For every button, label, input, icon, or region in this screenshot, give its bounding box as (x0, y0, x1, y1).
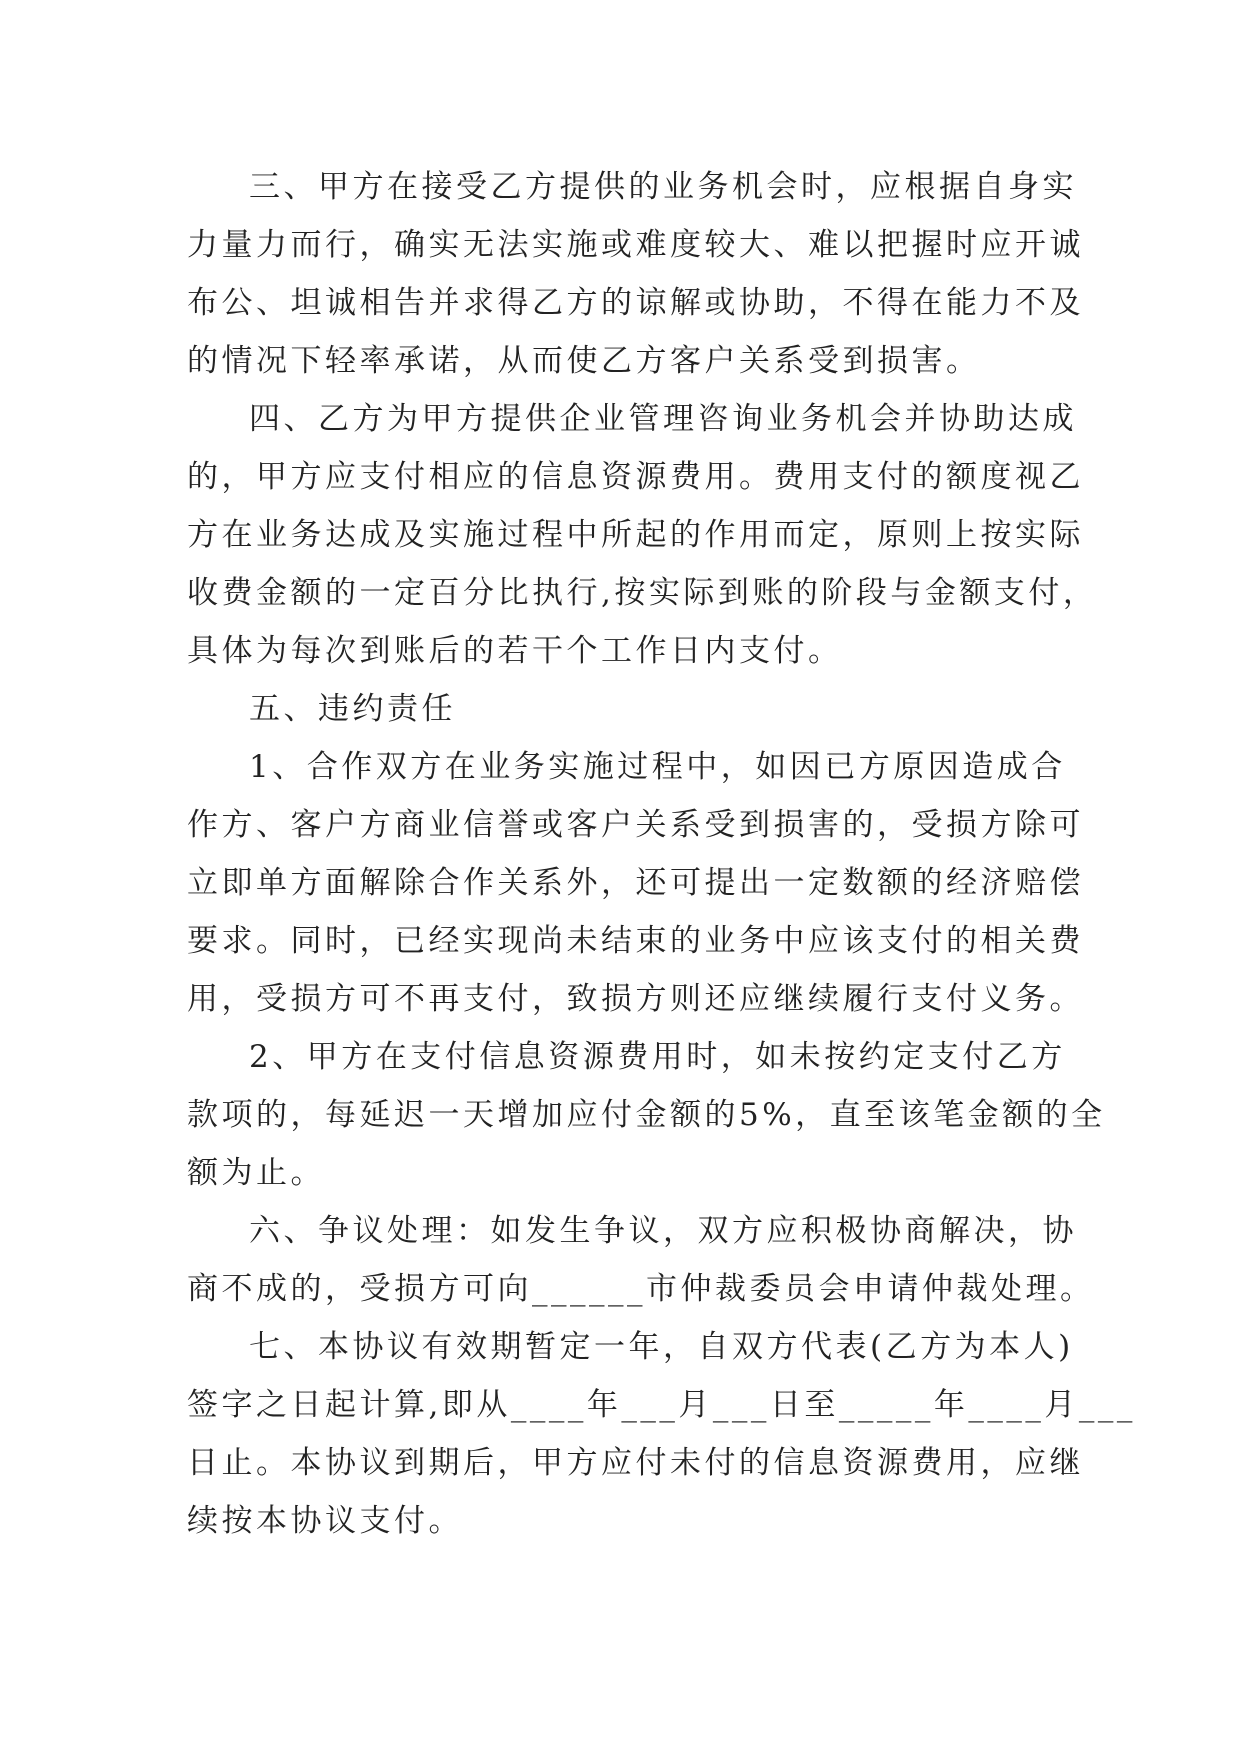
section-heading: 五、违约责任 (249, 691, 456, 727)
paragraph-line: 力量力而行，确实无法实施或难度较大、难以把握时应开诚 (187, 227, 1084, 263)
paragraph-line: 三、甲方在接受乙方提供的业务机会时，应根据自身实 (249, 169, 1077, 205)
paragraph-line: 用，受损方可不再支付，致损方则还应继续履行支付义务。 (187, 981, 1084, 1017)
paragraph-line: 作方、客户方商业信誉或客户关系受到损害的，受损方除可 (187, 807, 1084, 843)
paragraph-line: 四、乙方为甲方提供企业管理咨询业务机会并协助达成 (249, 401, 1077, 437)
paragraph-line: 布公、坦诚相告并求得乙方的谅解或协助，不得在能力不及 (187, 285, 1084, 321)
paragraph-line: 立即单方面解除合作关系外，还可提出一定数额的经济赔偿 (187, 865, 1084, 901)
paragraph-line: 款项的，每延迟一天增加应付金额的5%，直至该笔金额的全 (187, 1097, 1106, 1133)
document-body (187, 158, 1136, 1550)
paragraph-line: 日止。本协议到期后，甲方应付未付的信息资源费用，应继 (187, 1445, 1084, 1481)
paragraph-line: 六、争议处理：如发生争议，双方应积极协商解决，协 (249, 1213, 1077, 1249)
paragraph-line: 额为止。 (187, 1155, 325, 1191)
paragraph-line: 1、合作双方在业务实施过程中，如因已方原因造成合 (249, 749, 1066, 785)
paragraph-line: 的，甲方应支付相应的信息资源费用。费用支付的额度视乙 (187, 459, 1084, 495)
paragraph-line: 方在业务达成及实施过程中所起的作用而定，原则上按实际 (187, 517, 1084, 553)
paragraph-line: 2、甲方在支付信息资源费用时，如未按约定支付乙方 (249, 1039, 1066, 1075)
paragraph-line: 具体为每次到账后的若干个工作日内支付。 (187, 633, 843, 669)
paragraph-line: 要求。同时，已经实现尚未结束的业务中应该支付的相关费 (187, 923, 1084, 959)
paragraph-line: 七、本协议有效期暂定一年，自双方代表(乙方为本人) (249, 1329, 1074, 1365)
paragraph-line: 的情况下轻率承诺，从而使乙方客户关系受到损害。 (187, 343, 981, 379)
paragraph-line: 收费金额的一定百分比执行,按实际到账的阶段与金额支付， (187, 575, 1098, 611)
paragraph-line: 续按本协议支付。 (187, 1503, 463, 1539)
paragraph-line: 商不成的，受损方可向______市仲裁委员会申请仲裁处理。 (187, 1271, 1095, 1307)
paragraph-line: 签字之日起计算,即从____年___月___日至_____年____月___ (187, 1387, 1136, 1423)
